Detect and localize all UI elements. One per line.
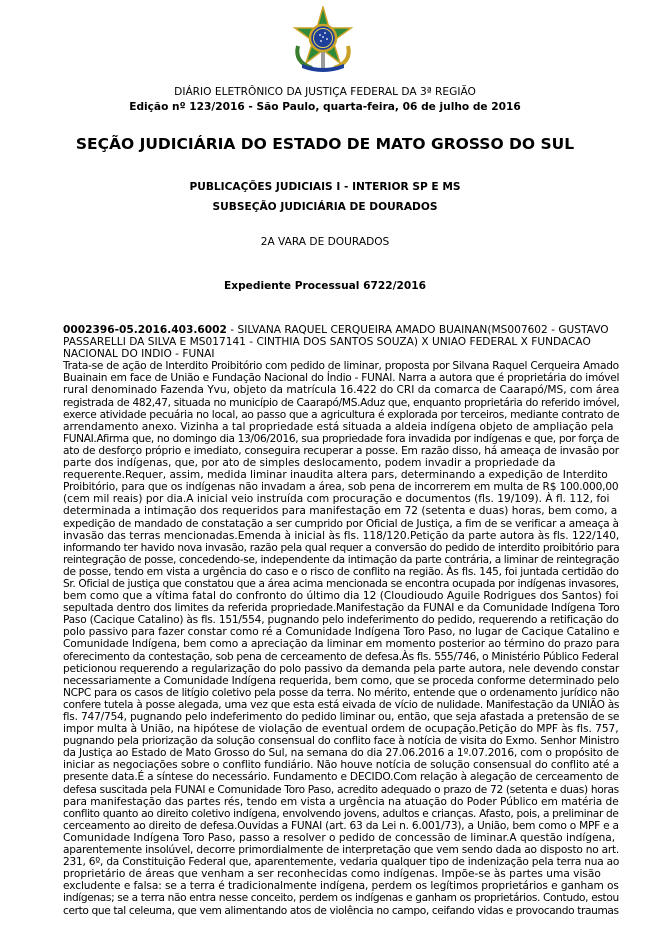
process-number: 0002396-05.2016.403.6002: [63, 324, 227, 336]
body-line: de posse, tendo em vista a urgência do caso e o risco de conflito na região. Às fls. 145, foi juntada certidão do: [63, 565, 619, 578]
body-line: iniciar as negociações sobre o conflito fundiário. Não houve notícia de solução consensual do conflito até a: [63, 759, 619, 772]
body-line: registrada de 482,47, situada no município de Caarapó/MS.Aduz que, enquanto proprietária do referido imóvel,: [63, 396, 620, 409]
body-line: PASSARELLI DA SILVA E MS017141 - CINTHIA DOS SANTOS SOUZA) X UNIAO FEDERAL X FUNDACAO: [63, 336, 591, 349]
body-line: pugnando pela priorização da solução consensual do conflito face à notícia de visita do Exmo. Senhor Ministro: [63, 735, 619, 748]
body-line: presente data.É a síntese do necessário. Fundamento e DECIDO.Com relação à alegação de cerceamento de: [63, 771, 619, 784]
body-line: FUNAI.Afirma que, no domingo dia 13/06/2016, sua propriedade fora invadida por indígenas e que, por força de: [63, 432, 619, 445]
coat-of-arms-emblem: [290, 6, 356, 72]
body-line: reintegração de posse, concedendo-se, independente da intimação da parte contrária, a liminar de reintegração: [63, 553, 619, 566]
body-line: Comunidade Indígena, bem como a apreciação da liminar em momento posterior ao término do prazo para: [63, 638, 620, 651]
section-title: SEÇÃO JUDICIÁRIA DO ESTADO DE MATO GROSSO DO SUL: [75, 135, 575, 153]
body-line: necessariamente a Comunidade Indígena requerida, bem como, que se proceda conforme determinado pelo: [63, 674, 620, 687]
body-line: arrendamento anexo. Vizinha a tal propriedade está situada a aldeia indígena objeto de ampliação pela: [63, 420, 614, 433]
body-line: NACIONAL DO INDIO - FUNAI: [63, 348, 215, 361]
body-line: para manifestação das partes rés, tendo em vista a urgência na atuação do Poder Público em matéria de: [63, 795, 619, 808]
court-name: 2A VARA DE DOURADOS: [260, 236, 390, 248]
expediente-heading: Expediente Processual 6722/2016: [224, 280, 426, 292]
body-line: (cem mil reais) por dia.A inicial veio instruída com procuração e documentos (fls. 19/109). À fl. 112, foi: [63, 493, 610, 506]
journal-name: DIÁRIO ELETRÔNICO DA JUSTIÇA FEDERAL DA 3ª REGIÃO: [174, 86, 476, 98]
body-line: Buainain em face de União e Fundação Nacional do Índio - FUNAI. Narra a autora que é proprietária do imóvel: [63, 372, 620, 385]
body-line: aparentemente insolúvel, decorre primordialmente de interpretação que vem sendo dada ao disposto no art.: [63, 844, 620, 857]
body-line: indígenas; se a terra não entra nesse conceito, perdem os indígenas e ganham os proprietários. Contudo, estou: [63, 892, 619, 905]
body-line: informando ter havido nova invasão, razão pela qual requer a conversão do pedido de interdito proibitório para: [63, 541, 620, 554]
body-line: Comunidade Indígena Toro Paso, passo a resolver o pedido de concessão de liminar.A questão indígena,: [63, 831, 616, 844]
body-line: sepultada dentro dos limites da referida propriedade.Manifestação da FUNAI e da Comunidade Indígena Toro: [63, 602, 620, 615]
body-line: defesa suscitada pela FUNAI e Comunidade Toro Paso, acredito adequado o prazo de 72 (setenta e duas) horas: [63, 783, 619, 796]
subsection-heading: SUBSEÇÃO JUDICIÁRIA DE DOURADOS: [212, 201, 438, 213]
body-line: determinada a intimação dos requeridos para manifestação em 72 (setenta e duas) horas, bem como, a: [63, 505, 618, 518]
body-line: peticionou requerendo a regularização do polo passivo da demanda pela parte autora, nele devendo constar: [63, 662, 620, 675]
body-line: NCPC para os casos de litígio coletivo pela posse da terra. No mérito, entende que o ordenamento jurídico não: [63, 686, 620, 699]
body-line: proprietário de áreas que venham a ser reconhecidas como indígenas. Impõe-se às partes uma visão: [63, 868, 601, 881]
body-line: bem como que a vítima fatal do confronto do último dia 12 (Cloudioudo Aguile Rodrigues dos Santos) foi: [63, 590, 619, 603]
body-line: fls. 747/754, pugnando pelo indeferimento do pedido liminar ou, então, que seja afastada a pretensão de se: [63, 711, 620, 723]
publications-heading: PUBLICAÇÕES JUDICIAIS I - INTERIOR SP E MS: [189, 181, 461, 193]
edition-date: Edição nº 123/2016 - São Paulo, quarta-feira, 06 de julho de 2016: [129, 101, 521, 113]
body-line: exerce atividade pecuária no local, ao passo que a agricultura é explorada por terceiros, mediante contrato de: [63, 408, 620, 421]
body-line: invasão das terras mencionadas.Emenda à inicial às fls. 118/120.Petição da parte autora às fls. 122/140,: [63, 529, 620, 542]
body-line: rural denominado Fazenda Yvu, objeto da matrícula 16.422 do CRI da comarca de Caarapó/MS, com área: [63, 384, 620, 397]
body-line: Proibitório, para que os indígenas não invadam a área, sob pena de incorrerem em multa de R$ 100.000,00: [63, 481, 619, 494]
body-line: Sr. Oficial de justiça que constatou que a área acima mencionada se encontra ocupada por indígenas invasores,: [63, 577, 619, 590]
body-line: requerente.Requer, assim, medida liminar inaudita altera pars, determinando a expedição de Interdito: [63, 469, 608, 482]
body-line: expedição de mandado de constatação a ser cumprido por Oficial de Justiça, a fim de se verificar a ameaça à: [63, 517, 619, 530]
body-line: excludente e falsa: se a terra é tradicionalmente indígena, perdem os legítimos proprietários e ganham os: [63, 880, 619, 893]
body-line: parte dos indígenas, que, por ato de simples deslocamento, podem invadir a propriedade da: [63, 457, 556, 470]
body-line: oferecimento da contestação, sob pena de cerceamento de defesa.Às fls. 555/746, o Ministério Público Federal: [63, 650, 619, 663]
body-line: da Justiça ao Estado de Mato Grosso do Sul, na semana do dia 27.06.2016 a 1º.07.2016, com o propósito de: [63, 747, 619, 760]
body-line: Paso (Cacique Catalino) às fls. 151/554, pugnando pelo indeferimento do pedido, requerendo a retificação do: [63, 614, 619, 627]
body-line: Trata-se de ação de Interdito Proibitório com pedido de liminar, proposta por Silvana Raquel Cerqueira Amado: [63, 360, 619, 373]
body-line: certo que tal celeuma, que vem alimentando atos de violência no campo, ceifando vidas e provocando traumas: [63, 904, 619, 917]
body-line: confere tutela à posse alegada, uma vez que esta está eivada de vício de nulidade. Manifestação da UNIÃO às: [63, 698, 620, 711]
body-line: cerceamento ao direito de defesa.Ouvidas a FUNAI (art. 63 da Lei n. 6.001/73), a União, bem como o MPF e a: [63, 819, 619, 832]
body-line: 0002396-05.2016.403.6002 - SILVANA RAQUEL CERQUEIRA AMADO BUAINAN(MS007602 - GUSTAVO: [63, 324, 609, 336]
body-line: impor multa à União, na hipótese de violação de eventual ordem de ocupação.Petição do MPF às fls. 757,: [63, 723, 619, 736]
body-line: 231, 6º, da Constituição Federal que, aparentemente, vedaria qualquer tipo de indenização pela terra nua ao: [63, 856, 620, 869]
decision-text: [63, 324, 619, 917]
body-line: polo passivo para fazer constar como ré a Comunidade Indígena Toro Paso, no lugar de Cacique Catalino e: [63, 626, 620, 639]
body-line: ato de desforço próprio e imediato, conseguira recuperar a posse. Em razão disso, há ameaça de invasão por: [63, 444, 619, 457]
body-line: conflito quanto ao direito coletivo indígena, envolvendo jovens, adultos e crianças. Afasto, pois, a preliminar de: [63, 807, 619, 820]
